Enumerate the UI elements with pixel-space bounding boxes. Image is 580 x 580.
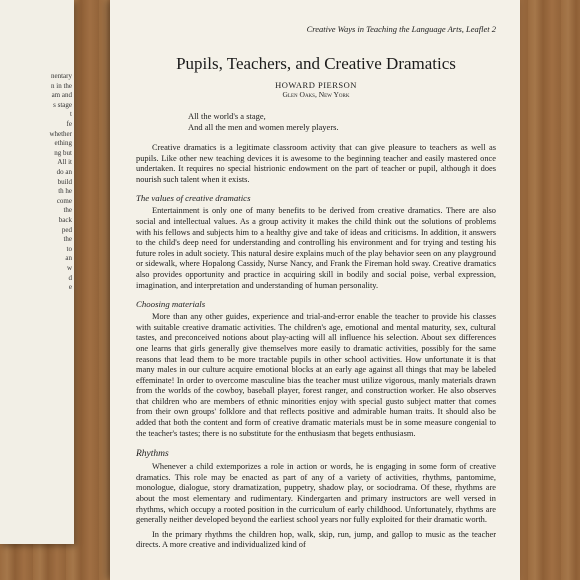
epigraph-line: And all the men and women merely players. <box>188 122 339 132</box>
article-title: Pupils, Teachers, and Creative Dramatics <box>176 54 456 73</box>
fragment-text-line: e <box>68 283 72 292</box>
fragment-text-line: build <box>57 177 72 186</box>
fragment-text-line: am and <box>51 91 72 100</box>
fragment-text-line: ped <box>61 225 72 234</box>
section-heading: The values of creative dramatics <box>136 193 251 204</box>
fragment-text-line: the <box>63 235 72 244</box>
body-paragraph: In the primary rhythms the children hop, walk, skip, run, jump, and gallop to music as the teacher directs. A more creative and individualized kind of <box>136 529 496 550</box>
fragment-text-line: w <box>66 264 72 272</box>
adjacent-leaflet-page <box>0 0 74 544</box>
fragment-text-line: to <box>66 244 72 253</box>
fragment-text-line: an <box>65 254 72 263</box>
fragment-text-line: whether <box>49 129 72 138</box>
fragment-text-line: s stage <box>53 100 72 109</box>
fragment-text-line: d <box>68 273 72 282</box>
fragment-text-line: All it <box>57 158 72 167</box>
fragment-text-line: ng but <box>54 148 72 157</box>
section-heading: Choosing materials <box>136 299 206 310</box>
fragment-text-line: come <box>56 196 72 205</box>
body-paragraph: More than any other guides, experience and trial-and-error enable the teacher to provide his classes with suitable creative dramatic activities. The children's age, emotional and mental maturity, sex, cultural tastes, and preconceived notions about play-acting will all influence his selection. About sex differences one learns that girls generally give themselves more easily to dramatic activities, possibly for the same reasons that lead them to be more tractable pupils in other school activities. How unfortunate it is that many males in our culture acquire emotional blocks at an early age against all things that may be labeled effeminate! In order to overcome masculine bias the teacher must utilize vigorous, manly materials drawn from the worlds of the cowboy, baseball player, forest ranger, and construction worker. He also observes that children who are members of ethnic minorities enjoy with special gusto subject matter that comes from their own groups' folklore and that reflects positive and admirable human traits. It should also be added that both the content and form of creative dramatic materials must be in some measure congenial to the teacher's tastes; there is no substitute for the enthusiasm that begets enthusiasm. <box>136 312 496 438</box>
body-paragraph: Whenever a child extemporizes a role in action or words, he is engaging in some form of creative dramatics. This role may be enacted as part of any of a variety of activities, rhythms, pantomime, monologue, dialogue, story dramatization, puppetry, shadow play, or sociodrama. Of these, rhythms are about the most elementary and rudimentary. Kindergarten and primary instructors are well versed in rhythms, which occupy a rooted position in the curriculum of early childhood. Unfortunately, rhythms are generally neither developed beyond the earliest school years nor fully exploited for their dramatic worth. <box>136 462 496 525</box>
fragment-text-line: ething <box>54 139 72 148</box>
body-paragraph: Entertainment is only one of many benefits to be derived from creative dramatics. There are also social and intellectual values. As a group activity it makes the child think out the solutions of problems with his fellows and subjects him to a healthy give and take of ideas and criticisms. In addition, it answers to the child's deep need for understanding and controlling his environment and for trying and testing his future roles in adult society. This natural desire explains much of the play behavior seen on any playground or sidewalk, where Hopalong Cassidy, Nurse Nancy, and Frank the Fireman hold sway. Creative dramatics also provides opportunity and practice in acquiring skill in bodily and social poise, verbal expression, imagination, and interpretation and understanding of human personality. <box>136 206 496 290</box>
intro-paragraph: Creative dramatics is a legitimate classroom activity that can give pleasure to teachers as well as pupils. Like other new teaching devices it is awesome to the beginning teacher and easily mastered once undertaken. It requires no special histrionic endowment on the part of teacher or pupil, although it does nourish such talent when it exists. <box>136 143 496 184</box>
fragment-text-line: t <box>70 110 72 119</box>
section-heading: Rhythms <box>136 449 169 460</box>
epigraph <box>188 111 496 133</box>
fragment-text-line: do an <box>56 168 72 176</box>
fragment-text-line: n in the <box>51 81 72 90</box>
author-name: HOWARD PIERSON <box>275 80 357 90</box>
fragment-text-line: the <box>63 206 72 215</box>
page-content <box>136 24 496 555</box>
fragment-text-line: back <box>58 216 72 224</box>
leaflet-header: Creative Ways in Teaching the Language Arts, Leaflet 2 <box>306 24 496 34</box>
fragment-text-line: fe <box>66 120 72 128</box>
fragment-text-line: nentary <box>51 72 72 80</box>
author-location: Glen Oaks, New York <box>282 90 350 99</box>
leaflet-page <box>110 0 520 580</box>
epigraph-line: All the world's a stage, <box>188 111 266 121</box>
fragment-text-line: th he <box>58 187 72 196</box>
